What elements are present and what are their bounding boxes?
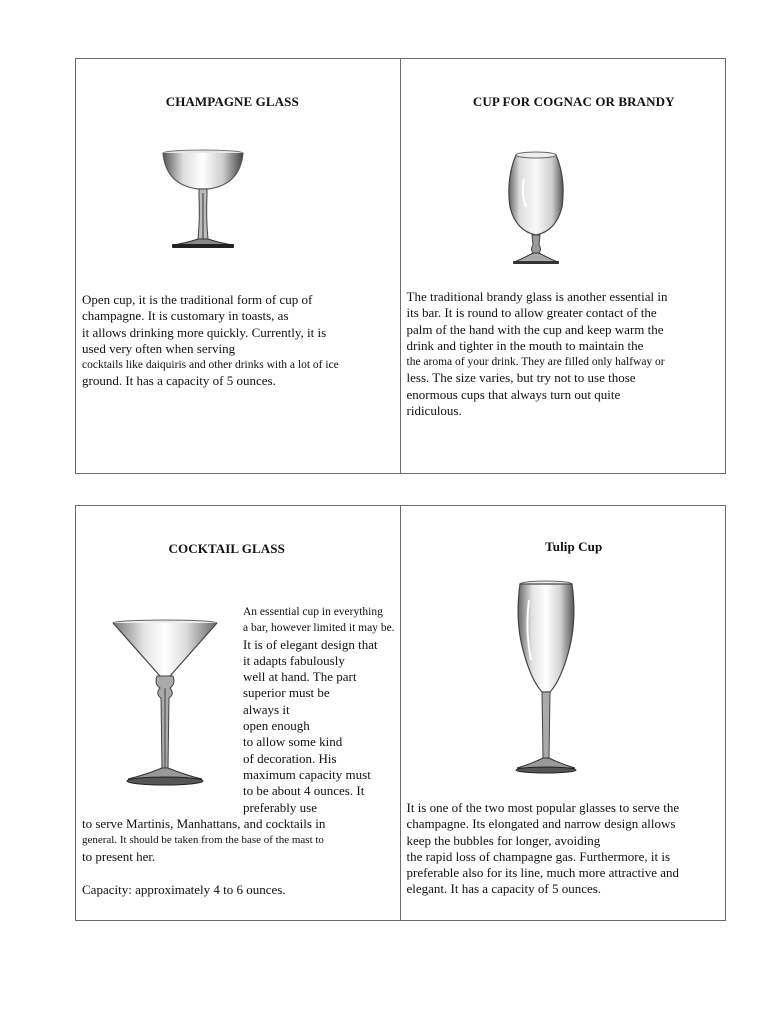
glass-table-bottom bbox=[75, 505, 726, 921]
cocktail-description bbox=[82, 816, 325, 865]
tulip-text-line: elegant. It has a capacity of 5 ounces. bbox=[406, 881, 602, 897]
cognac-text-line: palm of the hand with the cup and keep warm the bbox=[406, 321, 664, 337]
cocktail-side-description bbox=[243, 604, 395, 816]
cocktail-side-line: preferably use bbox=[243, 799, 317, 815]
champagne-text-line: champagne. It is customary in toasts, as bbox=[82, 308, 289, 324]
champagne-text-line: ground. It has a capacity of 5 ounces. bbox=[82, 373, 276, 389]
tulip-card bbox=[401, 506, 726, 920]
cognac-card bbox=[401, 59, 726, 473]
cognac-text-line: its bar. It is round to allow greater contact of the bbox=[406, 305, 657, 321]
cocktail-side-line: open enough bbox=[243, 718, 310, 734]
tulip-text-line: the rapid loss of champagne gas. Furthermore, it is bbox=[406, 848, 671, 864]
cocktail-text-line: to present her. bbox=[82, 848, 156, 864]
cognac-description bbox=[407, 289, 668, 419]
cocktail-card bbox=[76, 506, 401, 920]
cognac-title: CUP FOR COGNAC OR BRANDY bbox=[472, 94, 675, 109]
champagne-text-line: cocktails like daiquiris and other drinks with a lot of ice bbox=[82, 359, 339, 372]
tulip-description bbox=[407, 800, 680, 898]
cocktail-side-line: always it bbox=[243, 701, 290, 717]
cocktail-title: COCKTAIL GLASS bbox=[168, 541, 285, 556]
tulip-text-line: preferable also for its line, much more attractive and bbox=[406, 865, 680, 881]
cocktail-side-line: well at hand. The part bbox=[243, 669, 357, 685]
cocktail-side-line: to be about 4 ounces. It bbox=[243, 783, 365, 799]
cognac-text-line: The traditional brandy glass is another essential in bbox=[406, 289, 668, 304]
champagne-glass-image bbox=[158, 149, 248, 251]
tulip-title: Tulip Cup bbox=[545, 539, 603, 554]
cognac-text-line: enormous cups that always turn out quite bbox=[406, 386, 621, 402]
cocktail-text-line: general. It should be taken from the base of the mast to bbox=[82, 834, 324, 847]
cognac-text-line: ridiculous. bbox=[406, 403, 462, 419]
cocktail-glass-image bbox=[110, 618, 220, 790]
cocktail-side-line: a bar, however limited it may be. bbox=[243, 622, 395, 635]
champagne-description bbox=[82, 292, 339, 390]
tulip-text-line: keep the bubbles for longer, avoiding bbox=[406, 832, 601, 848]
champagne-title: CHAMPAGNE GLASS bbox=[165, 94, 299, 109]
cocktail-side-line: superior must be bbox=[243, 685, 330, 701]
cognac-text-line: drink and tighter in the mouth to maintain the bbox=[406, 337, 644, 353]
cocktail-side-line: It is of elegant design that bbox=[243, 636, 378, 652]
champagne-text-line: it allows drinking more quickly. Currently, it is bbox=[82, 324, 327, 340]
cognac-text-line: the aroma of your drink. They are filled only halfway or bbox=[406, 356, 665, 369]
cocktail-side-line: An essential cup in everything bbox=[243, 606, 383, 618]
cocktail-side-line: of decoration. His bbox=[243, 750, 337, 766]
champagne-text-line: used very often when serving bbox=[82, 340, 236, 356]
cocktail-text-line: to serve Martinis, Manhattans, and cocktails in bbox=[82, 816, 326, 831]
tulip-text-line: champagne. Its elongated and narrow design allows bbox=[406, 816, 676, 832]
cognac-glass-image bbox=[504, 149, 568, 269]
tulip-glass-image bbox=[511, 580, 581, 776]
cocktail-side-line: maximum capacity must bbox=[243, 766, 371, 782]
champagne-card bbox=[76, 59, 401, 473]
cocktail-capacity: Capacity: approximately 4 to 6 ounces. bbox=[82, 882, 286, 897]
tulip-text-line: It is one of the two most popular glasses to serve the bbox=[406, 800, 680, 815]
cognac-text-line: less. The size varies, but try not to use those bbox=[406, 370, 636, 386]
champagne-text-line: Open cup, it is the traditional form of cup of bbox=[82, 292, 313, 307]
cocktail-side-line: it adapts fabulously bbox=[243, 652, 345, 668]
cocktail-side-line: to allow some kind bbox=[243, 734, 343, 750]
glass-table-top bbox=[75, 58, 726, 474]
